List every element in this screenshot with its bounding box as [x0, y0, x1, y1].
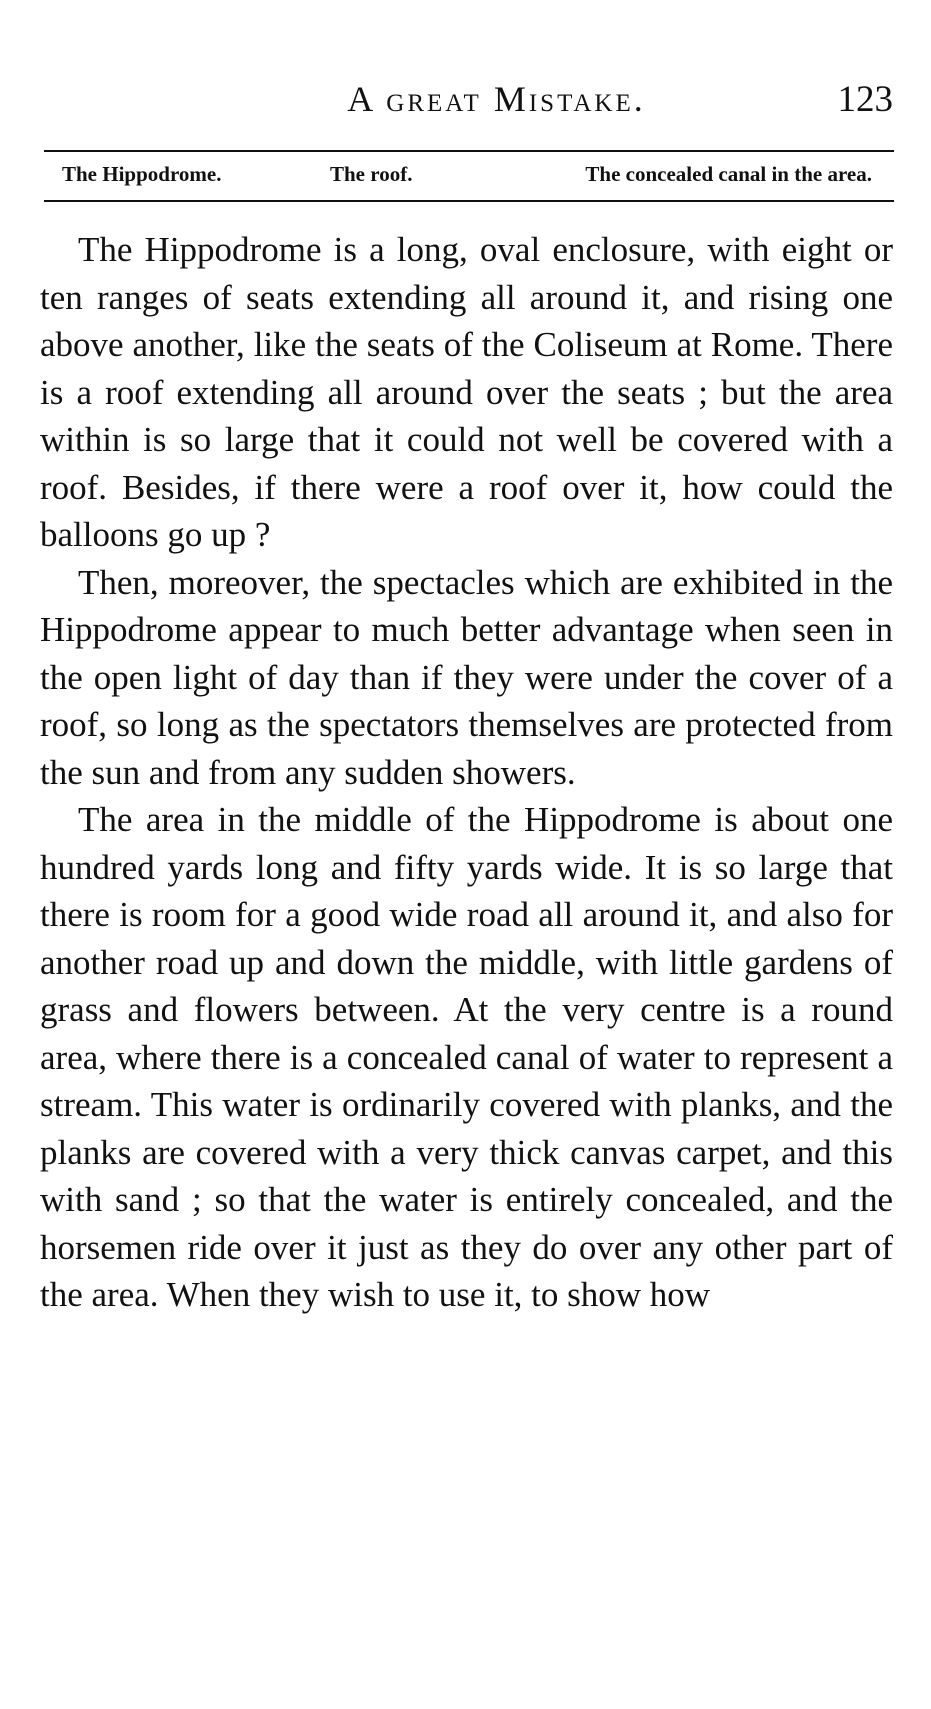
subheading-hippodrome: The Hippodrome. [62, 162, 222, 186]
header-rule-top [44, 150, 894, 152]
subheading-roof: The roof. [330, 162, 413, 186]
subheading-canal: The concealed canal in the area. [585, 162, 872, 186]
subheadings-bar [44, 158, 894, 194]
body-text [40, 226, 893, 1319]
header-rule-bottom [44, 200, 894, 202]
running-head [40, 78, 893, 128]
page-number: 123 [837, 79, 893, 120]
paragraph: Then, moreover, the spectacles which are exhibited in the Hippodrome appear to much better advantage when seen in the open light of day than if they were under the cover of a roof, so long as the spectators themselves are protected from the sun and from any sudden showers. [40, 562, 893, 792]
paragraph: The Hippodrome is a long, oval enclosure, with eight or ten ranges of seats extending all around it, and rising one above another, like the seats of the Coliseum at Rome. There is a roof extending all around over the seats ; but the area within is so large that it could not well be covered with a roof. Besides, if there were a roof over it, how could the balloons go up ? [40, 230, 893, 554]
running-title: A great Mistake. [347, 79, 646, 119]
paragraph: The area in the middle of the Hippodrome is about one hundred yards long and fifty yards wide. It is so large that there is room for a good wide road all around it, and also for another road up and down the middle, with little gardens of grass and flowers between. At the very centre is a round area, where there is a concealed canal of water to represent a stream. This water is ordinarily covered with planks, and the planks are covered with a very thick canvas carpet, and this with sand ; so that the water is entirely concealed, and the horsemen ride over it just as they do over any other part of the area. When they wish to use it, to show how [40, 800, 893, 1314]
